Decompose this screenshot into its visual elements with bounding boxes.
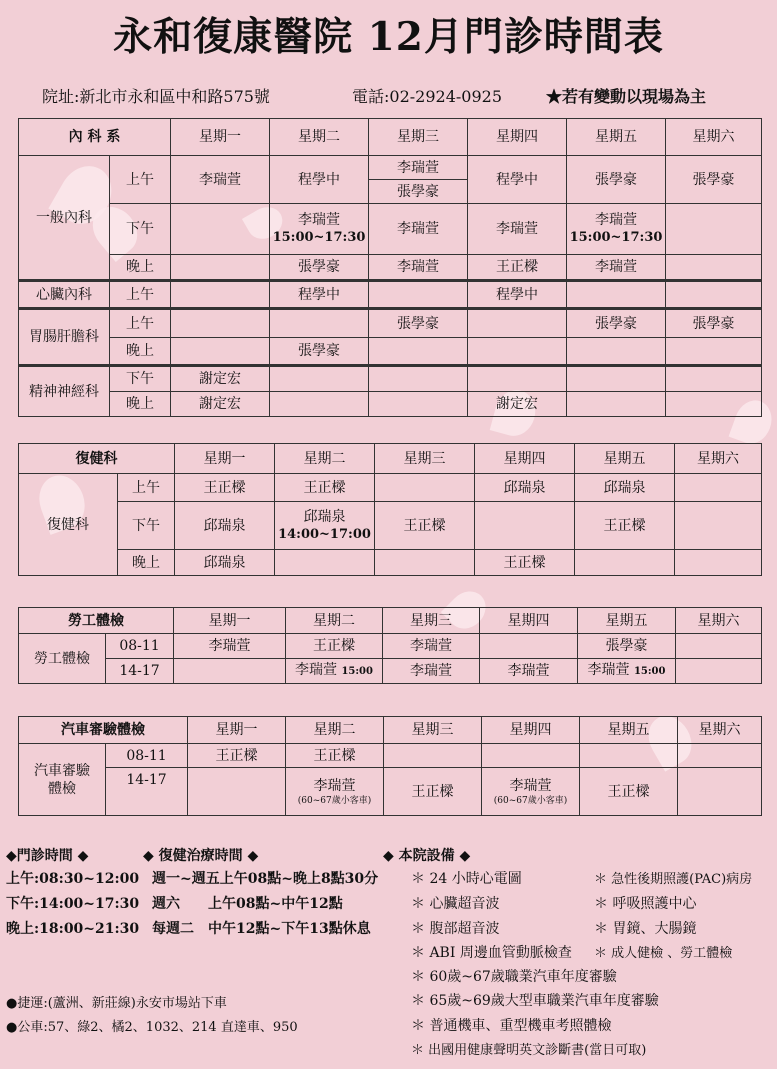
schedule-cell: 王正樑 bbox=[580, 768, 678, 816]
schedule-cell bbox=[678, 744, 762, 768]
schedule-cell bbox=[171, 338, 270, 366]
schedule-cell bbox=[369, 338, 468, 366]
equipment-item: ＊ ABI 周邊血管動脈檢查 bbox=[411, 945, 572, 961]
schedule-cell: 張學豪 bbox=[666, 309, 762, 338]
schedule-cell: 李瑞萱 bbox=[480, 659, 578, 684]
rehab-header: 復健科 bbox=[19, 444, 175, 474]
driver-header: 汽車審驗體檢 bbox=[19, 717, 188, 744]
schedule-cell: 邱瑞泉 14:00~17:00 bbox=[275, 502, 375, 550]
hospital-address: 院址:新北市永和區中和路575號 bbox=[42, 87, 270, 106]
schedule-cell: 張學豪 bbox=[666, 156, 762, 204]
schedule-cell bbox=[480, 634, 578, 659]
day-wed: 星期三 bbox=[384, 717, 482, 744]
schedule-cell: 謝定宏 bbox=[171, 366, 270, 392]
equipment-item: ＊ 心臟超音波 bbox=[411, 896, 500, 912]
hours-title: ◆門診時間 ◆ bbox=[6, 848, 89, 864]
rehab-hours-2: 週六 上午08點~中午12點 bbox=[152, 896, 343, 912]
schedule-cell bbox=[666, 338, 762, 366]
equipment-item: ＊ 腹部超音波 bbox=[411, 921, 500, 937]
schedule-cell: 謝定宏 bbox=[171, 392, 270, 417]
equipment-item: ＊ 急性後期照護(PAC)病房 bbox=[594, 872, 753, 887]
schedule-cell bbox=[171, 255, 270, 281]
schedule-cell bbox=[666, 204, 762, 255]
schedule-cell: 李瑞萱 (60~67歲小客車) bbox=[286, 768, 384, 816]
day-thu: 星期四 bbox=[482, 717, 580, 744]
day-wed: 星期三 bbox=[383, 608, 480, 634]
schedule-cell bbox=[575, 550, 675, 576]
schedule-cell bbox=[567, 338, 666, 366]
labor-check-table bbox=[18, 607, 762, 684]
day-mon: 星期一 bbox=[188, 717, 286, 744]
schedule-cell: 李瑞萱 bbox=[567, 255, 666, 281]
schedule-cell: 張學豪 bbox=[270, 255, 369, 281]
schedule-cell bbox=[270, 309, 369, 338]
labor-header: 勞工體檢 bbox=[19, 608, 174, 634]
schedule-cell bbox=[174, 659, 286, 684]
equipment-item: ＊ 普通機車、重型機車考照體檢 bbox=[411, 1018, 612, 1034]
schedule-cell bbox=[375, 550, 475, 576]
equipment-item: ＊ 24 小時心電圖 bbox=[411, 871, 522, 887]
schedule-cell: 王正樑 bbox=[468, 255, 567, 281]
schedule-cell bbox=[171, 281, 270, 309]
day-thu: 星期四 bbox=[475, 444, 575, 474]
schedule-cell bbox=[676, 659, 762, 684]
schedule-cell: 王正樑 bbox=[375, 502, 475, 550]
rehab-hours-3: 每週二 中午12點~下午13點休息 bbox=[152, 921, 371, 937]
dept-cardio: 心臟內科 bbox=[19, 281, 110, 309]
slot-am: 上午 bbox=[110, 309, 171, 338]
transport-bus: ●公車:57、綠2、橘2、1032、214 直達車、950 bbox=[6, 1020, 298, 1035]
hours-pm: 下午:14:00~17:30 bbox=[6, 896, 140, 912]
dept-gastro: 胃腸肝膽科 bbox=[19, 309, 110, 366]
slot-pm: 下午 bbox=[110, 366, 171, 392]
equipment-title: ◆ 本院設備 ◆ bbox=[383, 848, 471, 864]
slot-am: 上午 bbox=[118, 474, 175, 502]
schedule-cell bbox=[567, 366, 666, 392]
schedule-cell: 李瑞萱 bbox=[171, 156, 270, 204]
slot-time: 08-11 bbox=[106, 744, 188, 768]
schedule-cell bbox=[567, 281, 666, 309]
equipment-item: ＊ 60歲~67歲職業汽車年度審驗 bbox=[411, 969, 617, 985]
schedule-cell bbox=[468, 309, 567, 338]
internal-medicine-table bbox=[18, 118, 762, 417]
schedule-cell: 張學豪 bbox=[369, 180, 468, 204]
schedule-cell: 李瑞萱 bbox=[369, 255, 468, 281]
slot-eve: 晚上 bbox=[110, 338, 171, 366]
schedule-cell: 邱瑞泉 bbox=[175, 550, 275, 576]
transport-mrt: ●捷運:(蘆洲、新莊線)永安市場站下車 bbox=[6, 996, 227, 1011]
internal-header: 內 科 系 bbox=[19, 119, 171, 156]
hours-am: 上午:08:30~12:00 bbox=[6, 871, 140, 887]
day-mon: 星期一 bbox=[175, 444, 275, 474]
rehab-table bbox=[18, 443, 762, 576]
hours-eve: 晚上:18:00~21:30 bbox=[6, 921, 140, 937]
schedule-cell: 李瑞萱 (60~67歲小客車) bbox=[482, 768, 580, 816]
rehab-hours-title: ◆ 復健治療時間 ◆ bbox=[143, 848, 259, 864]
schedule-cell bbox=[369, 366, 468, 392]
schedule-cell: 王正樑 bbox=[286, 744, 384, 768]
day-thu: 星期四 bbox=[480, 608, 578, 634]
day-sat: 星期六 bbox=[676, 608, 762, 634]
schedule-cell: 邱瑞泉 bbox=[175, 502, 275, 550]
schedule-cell bbox=[369, 281, 468, 309]
schedule-cell bbox=[171, 309, 270, 338]
schedule-cell: 張學豪 bbox=[270, 338, 369, 366]
schedule-cell: 李瑞萱 bbox=[369, 156, 468, 180]
schedule-cell: 李瑞萱 bbox=[383, 634, 480, 659]
dept-general: 一般內科 bbox=[19, 156, 110, 281]
dept-labor: 勞工體檢 bbox=[19, 634, 106, 684]
schedule-cell: 謝定宏 bbox=[468, 392, 567, 417]
schedule-cell bbox=[675, 474, 762, 502]
day-wed: 星期三 bbox=[369, 119, 468, 156]
schedule-cell bbox=[666, 255, 762, 281]
change-notice: ★若有變動以現場為主 bbox=[546, 87, 707, 106]
slot-eve: 晚上 bbox=[118, 550, 175, 576]
schedule-cell: 程學中 bbox=[270, 281, 369, 309]
dept-driver: 汽車審驗 體檢 bbox=[19, 744, 106, 816]
day-mon: 星期一 bbox=[174, 608, 286, 634]
schedule-cell bbox=[375, 474, 475, 502]
schedule-cell bbox=[666, 281, 762, 309]
day-tue: 星期二 bbox=[286, 717, 384, 744]
dept-neuro: 精神神經科 bbox=[19, 366, 110, 417]
rehab-hours-1: 週一~週五上午08點~晚上8點30分 bbox=[152, 871, 379, 887]
schedule-cell: 李瑞萱 15:00~17:30 bbox=[567, 204, 666, 255]
day-sat: 星期六 bbox=[666, 119, 762, 156]
schedule-cell bbox=[369, 392, 468, 417]
day-thu: 星期四 bbox=[468, 119, 567, 156]
schedule-cell bbox=[468, 366, 567, 392]
day-wed: 星期三 bbox=[375, 444, 475, 474]
slot-pm: 下午 bbox=[110, 204, 171, 255]
schedule-cell: 李瑞萱 15:00~17:30 bbox=[270, 204, 369, 255]
schedule-cell: 張學豪 bbox=[369, 309, 468, 338]
schedule-cell: 王正樑 bbox=[384, 768, 482, 816]
day-sat: 星期六 bbox=[678, 717, 762, 744]
schedule-cell: 邱瑞泉 bbox=[475, 474, 575, 502]
slot-eve: 晚上 bbox=[110, 255, 171, 281]
equipment-item: ＊ 成人健檢 、勞工體檢 bbox=[594, 946, 733, 961]
schedule-cell: 李瑞萱 bbox=[369, 204, 468, 255]
schedule-cell bbox=[666, 392, 762, 417]
slot-am: 上午 bbox=[110, 156, 171, 204]
day-mon: 星期一 bbox=[171, 119, 270, 156]
schedule-cell bbox=[468, 338, 567, 366]
schedule-cell: 程學中 bbox=[468, 156, 567, 204]
schedule-cell bbox=[270, 392, 369, 417]
schedule-cell: 王正樑 bbox=[286, 634, 383, 659]
slot-time: 08-11 bbox=[106, 634, 174, 659]
schedule-cell: 張學豪 bbox=[567, 309, 666, 338]
schedule-cell: 邱瑞泉 bbox=[575, 474, 675, 502]
day-fri: 星期五 bbox=[578, 608, 676, 634]
dept-rehab: 復健科 bbox=[19, 474, 118, 576]
day-tue: 星期二 bbox=[275, 444, 375, 474]
schedule-cell bbox=[475, 502, 575, 550]
schedule-cell bbox=[678, 768, 762, 816]
schedule-cell: 王正樑 bbox=[188, 744, 286, 768]
schedule-cell bbox=[188, 768, 286, 816]
day-fri: 星期五 bbox=[580, 717, 678, 744]
schedule-cell: 張學豪 bbox=[567, 156, 666, 204]
driver-check-table bbox=[18, 716, 762, 816]
schedule-cell: 李瑞萱 bbox=[174, 634, 286, 659]
day-fri: 星期五 bbox=[567, 119, 666, 156]
slot-time: 14-17 bbox=[106, 659, 174, 684]
schedule-cell: 程學中 bbox=[270, 156, 369, 204]
schedule-cell: 李瑞萱 15:00 bbox=[286, 659, 383, 684]
day-fri: 星期五 bbox=[575, 444, 675, 474]
equipment-item: ＊ 65歲~69歲大型車職業汽車年度審驗 bbox=[411, 993, 659, 1009]
schedule-cell: 李瑞萱 bbox=[468, 204, 567, 255]
schedule-cell bbox=[567, 392, 666, 417]
equipment-item: ＊ 呼吸照護中心 bbox=[594, 896, 697, 912]
slot-eve: 晚上 bbox=[110, 392, 171, 417]
schedule-cell: 王正樑 bbox=[175, 474, 275, 502]
schedule-cell bbox=[270, 366, 369, 392]
schedule-cell: 程學中 bbox=[468, 281, 567, 309]
slot-pm: 下午 bbox=[118, 502, 175, 550]
schedule-cell bbox=[580, 744, 678, 768]
schedule-cell bbox=[482, 744, 580, 768]
schedule-cell bbox=[171, 204, 270, 255]
slot-time: 14-17 bbox=[106, 768, 188, 816]
schedule-cell bbox=[675, 502, 762, 550]
schedule-cell bbox=[676, 634, 762, 659]
day-tue: 星期二 bbox=[270, 119, 369, 156]
schedule-cell: 王正樑 bbox=[475, 550, 575, 576]
schedule-cell bbox=[275, 550, 375, 576]
day-tue: 星期二 bbox=[286, 608, 383, 634]
schedule-cell: 王正樑 bbox=[575, 502, 675, 550]
schedule-cell bbox=[384, 744, 482, 768]
schedule-cell bbox=[675, 550, 762, 576]
schedule-cell: 王正樑 bbox=[275, 474, 375, 502]
schedule-cell: 張學豪 bbox=[578, 634, 676, 659]
hospital-phone: 電話:02-2924-0925 bbox=[352, 87, 503, 106]
schedule-cell bbox=[666, 366, 762, 392]
equipment-item: ＊ 胃鏡、大腸鏡 bbox=[594, 921, 697, 937]
equipment-item: ＊ 出國用健康聲明英文診斷書(當日可取) bbox=[411, 1043, 647, 1058]
slot-am: 上午 bbox=[110, 281, 171, 309]
day-sat: 星期六 bbox=[675, 444, 762, 474]
schedule-cell: 李瑞萱 bbox=[383, 659, 480, 684]
page-title: 永和復康醫院 12月門診時間表 bbox=[113, 14, 664, 60]
schedule-cell: 李瑞萱 15:00 bbox=[578, 659, 676, 684]
